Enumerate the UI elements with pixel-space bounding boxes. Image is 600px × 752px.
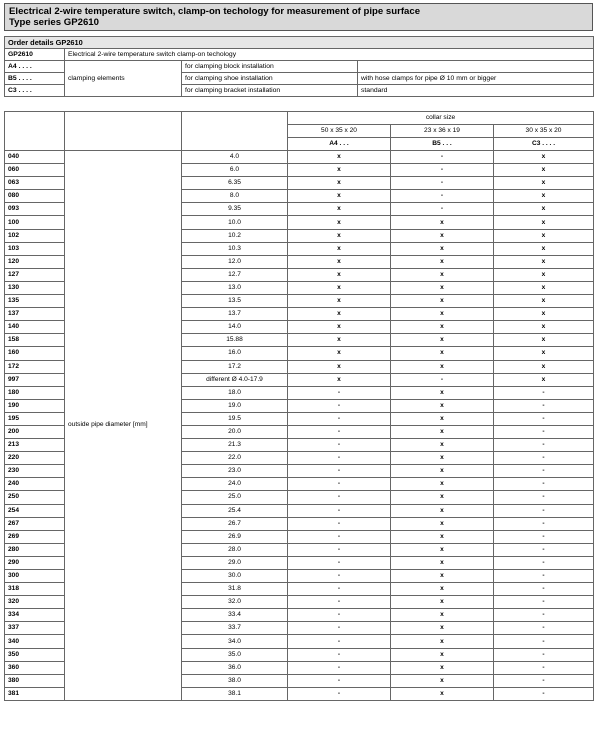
order-code-cell: 337 xyxy=(5,622,65,635)
b5-availability-cell: x xyxy=(391,570,494,583)
b5-availability-cell: x xyxy=(391,347,494,360)
order-code-cell: 267 xyxy=(5,517,65,530)
order-code-cell: 093 xyxy=(5,203,65,216)
pipe-diameter-cell: 17.2 xyxy=(182,360,288,373)
order-code-cell: 180 xyxy=(5,386,65,399)
pipe-diameter-cell: 23.0 xyxy=(182,465,288,478)
pipe-diameter-cell: 38.0 xyxy=(182,674,288,687)
b5-availability-cell: x xyxy=(391,334,494,347)
pipe-diameter-cell: 26.7 xyxy=(182,517,288,530)
compatibility-table xyxy=(4,111,594,701)
order-text: Electrical 2-wire temperature switch clamp-on techology xyxy=(65,49,594,61)
c3-availability-cell: - xyxy=(494,661,594,674)
c3-availability-cell: x xyxy=(494,242,594,255)
a4-availability-cell: - xyxy=(288,609,391,622)
a4-availability-cell: x xyxy=(288,295,391,308)
b5-availability-cell: x xyxy=(391,439,494,452)
order-code-cell: 269 xyxy=(5,530,65,543)
order-code-cell: 130 xyxy=(5,281,65,294)
order-code-cell: 080 xyxy=(5,190,65,203)
a4-availability-cell: x xyxy=(288,373,391,386)
collar-size-b5: 23 x 36 x 19 xyxy=(391,125,494,138)
order-code-cell: 102 xyxy=(5,229,65,242)
b5-availability-cell: x xyxy=(391,478,494,491)
c3-availability-cell: x xyxy=(494,229,594,242)
order-code-cell: 190 xyxy=(5,399,65,412)
pipe-diameter-cell: 13.5 xyxy=(182,295,288,308)
a4-availability-cell: - xyxy=(288,491,391,504)
pipe-diameter-cell: 10.3 xyxy=(182,242,288,255)
order-code-cell: 060 xyxy=(5,164,65,177)
c3-availability-cell: x xyxy=(494,308,594,321)
order-code-cell: 100 xyxy=(5,216,65,229)
a4-availability-cell: - xyxy=(288,674,391,687)
c3-availability-cell: x xyxy=(494,164,594,177)
order-code: C3 . . . . xyxy=(5,85,65,97)
pipe-diameter-cell: 34.0 xyxy=(182,635,288,648)
order-code-cell: 063 xyxy=(5,177,65,190)
b5-availability-cell: x xyxy=(391,399,494,412)
a4-availability-cell: - xyxy=(288,412,391,425)
a4-availability-cell: - xyxy=(288,530,391,543)
order-desc: for clamping shoe installation xyxy=(182,73,358,85)
collar-size-title: collar size xyxy=(288,112,594,125)
c3-availability-cell: - xyxy=(494,530,594,543)
pipe-diameter-cell: 15.88 xyxy=(182,334,288,347)
b5-availability-cell: x xyxy=(391,412,494,425)
c3-availability-cell: - xyxy=(494,439,594,452)
collar-code-b5: B5 . . . xyxy=(391,138,494,151)
c3-availability-cell: - xyxy=(494,386,594,399)
b5-availability-cell: - xyxy=(391,177,494,190)
c3-availability-cell: x xyxy=(494,373,594,386)
a4-availability-cell: - xyxy=(288,556,391,569)
order-code-cell: 158 xyxy=(5,334,65,347)
b5-availability-cell: - xyxy=(391,164,494,177)
order-code-cell: 240 xyxy=(5,478,65,491)
pipe-diameter-cell: 8.0 xyxy=(182,190,288,203)
a4-availability-cell: - xyxy=(288,596,391,609)
a4-availability-cell: x xyxy=(288,268,391,281)
a4-availability-cell: - xyxy=(288,687,391,700)
order-code-cell: 127 xyxy=(5,268,65,281)
pipe-diameter-cell: 32.0 xyxy=(182,596,288,609)
a4-availability-cell: - xyxy=(288,425,391,438)
collar-size-a4: 50 x 35 x 20 xyxy=(288,125,391,138)
a4-availability-cell: x xyxy=(288,216,391,229)
b5-availability-cell: x xyxy=(391,360,494,373)
b5-availability-cell: - xyxy=(391,203,494,216)
order-note xyxy=(358,61,594,73)
order-code-cell: 254 xyxy=(5,504,65,517)
b5-availability-cell: x xyxy=(391,635,494,648)
c3-availability-cell: - xyxy=(494,648,594,661)
order-code-cell: 200 xyxy=(5,425,65,438)
b5-availability-cell: x xyxy=(391,268,494,281)
b5-availability-cell: x xyxy=(391,216,494,229)
b5-availability-cell: x xyxy=(391,452,494,465)
b5-availability-cell: x xyxy=(391,622,494,635)
b5-availability-cell: x xyxy=(391,281,494,294)
order-code: B5 . . . . xyxy=(5,73,65,85)
a4-availability-cell: - xyxy=(288,399,391,412)
a4-availability-cell: x xyxy=(288,242,391,255)
a4-availability-cell: x xyxy=(288,281,391,294)
a4-availability-cell: - xyxy=(288,439,391,452)
order-code-cell: 195 xyxy=(5,412,65,425)
order-code-cell: 135 xyxy=(5,295,65,308)
pipe-diameter-cell: 13.7 xyxy=(182,308,288,321)
a4-availability-cell: - xyxy=(288,661,391,674)
a4-availability-cell: x xyxy=(288,164,391,177)
a4-availability-cell: x xyxy=(288,151,391,164)
order-code-cell: 250 xyxy=(5,491,65,504)
order-code-cell: 140 xyxy=(5,321,65,334)
pipe-diameter-cell: 25.0 xyxy=(182,491,288,504)
b5-availability-cell: x xyxy=(391,648,494,661)
collar-code-a4: A4 . . . xyxy=(288,138,391,151)
order-code-cell: 381 xyxy=(5,687,65,700)
pipe-diameter-cell: 4.0 xyxy=(182,151,288,164)
pipe-diameter-label: outside pipe diameter [mm] xyxy=(65,151,182,701)
pipe-diameter-cell: 36.0 xyxy=(182,661,288,674)
c3-availability-cell: - xyxy=(494,543,594,556)
a4-availability-cell: x xyxy=(288,177,391,190)
pipe-diameter-cell: 12.0 xyxy=(182,255,288,268)
a4-availability-cell: x xyxy=(288,255,391,268)
pipe-diameter-cell: 18.0 xyxy=(182,386,288,399)
pipe-diameter-cell: 21.3 xyxy=(182,439,288,452)
order-code-cell: 360 xyxy=(5,661,65,674)
c3-availability-cell: x xyxy=(494,190,594,203)
c3-availability-cell: - xyxy=(494,687,594,700)
order-code-cell: 997 xyxy=(5,373,65,386)
b5-availability-cell: x xyxy=(391,255,494,268)
b5-availability-cell: x xyxy=(391,295,494,308)
b5-availability-cell: x xyxy=(391,674,494,687)
b5-availability-cell: - xyxy=(391,151,494,164)
header-blank-cell xyxy=(5,112,65,151)
order-code-cell: 220 xyxy=(5,452,65,465)
b5-availability-cell: x xyxy=(391,321,494,334)
order-code-cell: 350 xyxy=(5,648,65,661)
order-code-cell: 318 xyxy=(5,583,65,596)
pipe-diameter-cell: 16.0 xyxy=(182,347,288,360)
order-code-cell: 040 xyxy=(5,151,65,164)
pipe-diameter-cell: 30.0 xyxy=(182,570,288,583)
pipe-diameter-cell: different Ø 4.0-17.9 xyxy=(182,373,288,386)
collar-code-c3: C3 . . . . xyxy=(494,138,594,151)
c3-availability-cell: - xyxy=(494,556,594,569)
a4-availability-cell: - xyxy=(288,543,391,556)
c3-availability-cell: x xyxy=(494,281,594,294)
pipe-diameter-cell: 20.0 xyxy=(182,425,288,438)
b5-availability-cell: x xyxy=(391,556,494,569)
b5-availability-cell: x xyxy=(391,609,494,622)
b5-availability-cell: x xyxy=(391,687,494,700)
c3-availability-cell: x xyxy=(494,268,594,281)
order-desc: for clamping block installation xyxy=(182,61,358,73)
pipe-diameter-cell: 12.7 xyxy=(182,268,288,281)
c3-availability-cell: x xyxy=(494,216,594,229)
pipe-diameter-cell: 9.35 xyxy=(182,203,288,216)
order-code-cell: 230 xyxy=(5,465,65,478)
pipe-diameter-cell: 25.4 xyxy=(182,504,288,517)
a4-availability-cell: x xyxy=(288,203,391,216)
order-code-cell: 213 xyxy=(5,439,65,452)
a4-availability-cell: x xyxy=(288,308,391,321)
order-code: A4 . . . . xyxy=(5,61,65,73)
order-details-header: Order details GP2610 xyxy=(5,37,594,49)
c3-availability-cell: - xyxy=(494,465,594,478)
a4-availability-cell: - xyxy=(288,517,391,530)
c3-availability-cell: - xyxy=(494,609,594,622)
title-line-2: Type series GP2610 xyxy=(9,17,99,28)
order-code-cell: 300 xyxy=(5,570,65,583)
c3-availability-cell: - xyxy=(494,399,594,412)
clamping-elements-label: clamping elements xyxy=(65,61,182,97)
a4-availability-cell: - xyxy=(288,478,391,491)
c3-availability-cell: - xyxy=(494,674,594,687)
order-desc: for clamping bracket installation xyxy=(182,85,358,97)
c3-availability-cell: x xyxy=(494,203,594,216)
order-note: with hose clamps for pipe Ø 10 mm or bigger xyxy=(358,73,594,85)
c3-availability-cell: x xyxy=(494,177,594,190)
a4-availability-cell: x xyxy=(288,190,391,203)
b5-availability-cell: x xyxy=(391,583,494,596)
b5-availability-cell: x xyxy=(391,491,494,504)
c3-availability-cell: - xyxy=(494,622,594,635)
b5-availability-cell: x xyxy=(391,504,494,517)
header-blank-cell xyxy=(65,112,182,151)
pipe-diameter-cell: 33.7 xyxy=(182,622,288,635)
pipe-diameter-cell: 6.0 xyxy=(182,164,288,177)
a4-availability-cell: x xyxy=(288,229,391,242)
order-code-cell: 280 xyxy=(5,543,65,556)
a4-availability-cell: - xyxy=(288,465,391,478)
b5-availability-cell: x xyxy=(391,543,494,556)
pipe-diameter-cell: 19.5 xyxy=(182,412,288,425)
collar-size-c3: 30 x 35 x 20 xyxy=(494,125,594,138)
pipe-diameter-cell: 22.0 xyxy=(182,452,288,465)
order-code-cell: 380 xyxy=(5,674,65,687)
order-code-cell: 172 xyxy=(5,360,65,373)
pipe-diameter-cell: 6.35 xyxy=(182,177,288,190)
b5-availability-cell: x xyxy=(391,308,494,321)
a4-availability-cell: - xyxy=(288,648,391,661)
order-code-cell: 290 xyxy=(5,556,65,569)
a4-availability-cell: - xyxy=(288,504,391,517)
pipe-diameter-cell: 10.2 xyxy=(182,229,288,242)
pipe-diameter-cell: 28.0 xyxy=(182,543,288,556)
pipe-diameter-cell: 19.0 xyxy=(182,399,288,412)
order-note: standard xyxy=(358,85,594,97)
a4-availability-cell: - xyxy=(288,386,391,399)
pipe-diameter-cell: 33.4 xyxy=(182,609,288,622)
c3-availability-cell: - xyxy=(494,596,594,609)
c3-availability-cell: - xyxy=(494,491,594,504)
a4-availability-cell: x xyxy=(288,347,391,360)
a4-availability-cell: - xyxy=(288,622,391,635)
c3-availability-cell: x xyxy=(494,255,594,268)
c3-availability-cell: - xyxy=(494,517,594,530)
a4-availability-cell: x xyxy=(288,360,391,373)
b5-availability-cell: - xyxy=(391,373,494,386)
c3-availability-cell: x xyxy=(494,151,594,164)
b5-availability-cell: x xyxy=(391,661,494,674)
c3-availability-cell: - xyxy=(494,570,594,583)
title-line-1: Electrical 2-wire temperature switch, clamp-on techology for measurement of pipe surface xyxy=(9,6,421,17)
pipe-diameter-cell: 38.1 xyxy=(182,687,288,700)
c3-availability-cell: - xyxy=(494,478,594,491)
b5-availability-cell: x xyxy=(391,386,494,399)
b5-availability-cell: x xyxy=(391,229,494,242)
a4-availability-cell: - xyxy=(288,583,391,596)
c3-availability-cell: x xyxy=(494,360,594,373)
a4-availability-cell: - xyxy=(288,635,391,648)
order-code-cell: 120 xyxy=(5,255,65,268)
pipe-diameter-cell: 35.0 xyxy=(182,648,288,661)
c3-availability-cell: - xyxy=(494,452,594,465)
pipe-diameter-cell: 14.0 xyxy=(182,321,288,334)
header-blank-cell xyxy=(182,112,288,151)
c3-availability-cell: x xyxy=(494,334,594,347)
c3-availability-cell: - xyxy=(494,425,594,438)
a4-availability-cell: x xyxy=(288,321,391,334)
c3-availability-cell: - xyxy=(494,504,594,517)
title-box xyxy=(4,3,593,31)
pipe-diameter-cell: 31.8 xyxy=(182,583,288,596)
pipe-diameter-cell: 24.0 xyxy=(182,478,288,491)
order-details-table xyxy=(4,36,594,97)
order-code-cell: 340 xyxy=(5,635,65,648)
a4-availability-cell: - xyxy=(288,570,391,583)
b5-availability-cell: x xyxy=(391,517,494,530)
c3-availability-cell: x xyxy=(494,347,594,360)
b5-availability-cell: x xyxy=(391,596,494,609)
table-row xyxy=(5,151,594,164)
order-code-cell: 137 xyxy=(5,308,65,321)
pipe-diameter-cell: 26.9 xyxy=(182,530,288,543)
order-code-cell: 160 xyxy=(5,347,65,360)
c3-availability-cell: - xyxy=(494,412,594,425)
pipe-diameter-cell: 13.0 xyxy=(182,281,288,294)
a4-availability-cell: x xyxy=(288,334,391,347)
c3-availability-cell: x xyxy=(494,321,594,334)
pipe-diameter-cell: 29.0 xyxy=(182,556,288,569)
b5-availability-cell: x xyxy=(391,530,494,543)
c3-availability-cell: - xyxy=(494,583,594,596)
order-code-cell: 334 xyxy=(5,609,65,622)
b5-availability-cell: x xyxy=(391,465,494,478)
pipe-diameter-cell: 10.0 xyxy=(182,216,288,229)
a4-availability-cell: - xyxy=(288,452,391,465)
c3-availability-cell: x xyxy=(494,295,594,308)
b5-availability-cell: x xyxy=(391,242,494,255)
b5-availability-cell: x xyxy=(391,425,494,438)
c3-availability-cell: - xyxy=(494,635,594,648)
b5-availability-cell: - xyxy=(391,190,494,203)
order-code: GP2610 xyxy=(5,49,65,61)
order-code-cell: 320 xyxy=(5,596,65,609)
order-code-cell: 103 xyxy=(5,242,65,255)
